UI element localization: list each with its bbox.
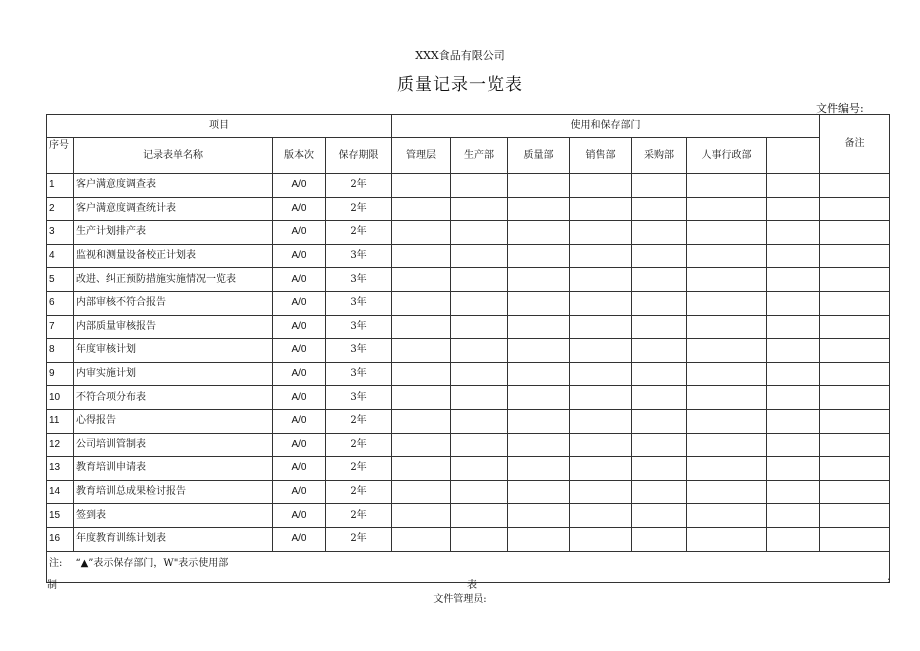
row-period: 2年 — [326, 174, 392, 198]
row-version: A/0 — [273, 386, 326, 410]
row-empty-cell — [820, 291, 890, 315]
row-version: A/0 — [273, 457, 326, 481]
row-empty-cell — [392, 244, 451, 268]
table-row — [47, 221, 890, 245]
dept-header: 管理层 — [392, 138, 451, 174]
row-seq: 7 — [47, 315, 74, 339]
row-record-name: 心得报告 — [74, 409, 273, 433]
row-empty-cell — [767, 291, 820, 315]
row-empty-cell — [570, 174, 632, 198]
row-period: 2年 — [326, 221, 392, 245]
row-empty-cell — [451, 268, 508, 292]
remark-header: 备注 — [820, 115, 890, 174]
row-empty-cell — [508, 457, 570, 481]
row-version: A/0 — [273, 339, 326, 363]
row-version: A/0 — [273, 268, 326, 292]
row-empty-cell — [632, 480, 687, 504]
row-empty-cell — [687, 433, 767, 457]
footer-table-label: 表 — [467, 580, 477, 591]
row-record-name: 内审实施计划 — [74, 362, 273, 386]
row-empty-cell — [632, 386, 687, 410]
row-empty-cell — [767, 244, 820, 268]
row-record-name: 公司培训管制表 — [74, 433, 273, 457]
row-period: 2年 — [326, 197, 392, 221]
row-empty-cell — [570, 362, 632, 386]
page-title: 质量记录一览表 — [397, 75, 523, 95]
row-empty-cell — [451, 339, 508, 363]
row-empty-cell — [767, 339, 820, 363]
row-empty-cell — [820, 409, 890, 433]
row-empty-cell — [392, 433, 451, 457]
row-empty-cell — [687, 362, 767, 386]
row-empty-cell — [767, 221, 820, 245]
row-seq: 8 — [47, 339, 74, 363]
table-row — [47, 174, 890, 198]
row-empty-cell — [820, 480, 890, 504]
row-empty-cell — [392, 457, 451, 481]
table-row — [47, 480, 890, 504]
note-text: “▲”表示保存部门，W"表示使用部 — [74, 551, 392, 582]
row-version: A/0 — [273, 291, 326, 315]
row-empty-cell — [632, 244, 687, 268]
row-empty-cell — [508, 339, 570, 363]
table-row — [47, 315, 890, 339]
row-period: 3年 — [326, 291, 392, 315]
row-period: 2年 — [326, 433, 392, 457]
row-empty-cell — [687, 174, 767, 198]
row-empty-cell — [687, 268, 767, 292]
row-version: A/0 — [273, 174, 326, 198]
row-version: A/0 — [273, 197, 326, 221]
row-empty-cell — [570, 221, 632, 245]
row-record-name: 生产计划排产表 — [74, 221, 273, 245]
row-empty-cell — [820, 221, 890, 245]
table-row — [47, 362, 890, 386]
row-empty-cell — [392, 197, 451, 221]
row-empty-cell — [632, 527, 687, 551]
row-empty-cell — [687, 386, 767, 410]
row-seq: 13 — [47, 457, 74, 481]
footer-colon: : — [887, 575, 891, 586]
period-header: 保存期限 — [326, 138, 392, 174]
row-period: 3年 — [326, 315, 392, 339]
dept-header-blank — [767, 138, 820, 174]
row-empty-cell — [508, 433, 570, 457]
row-empty-cell — [570, 315, 632, 339]
row-empty-cell — [570, 291, 632, 315]
row-empty-cell — [392, 339, 451, 363]
row-empty-cell — [687, 291, 767, 315]
dept-header: 采购部 — [632, 138, 687, 174]
row-record-name: 客户满意度调查表 — [74, 174, 273, 198]
row-empty-cell — [632, 268, 687, 292]
table-row — [47, 504, 890, 528]
row-empty-cell — [687, 197, 767, 221]
row-empty-cell — [570, 197, 632, 221]
row-record-name: 年度教育训练计划表 — [74, 527, 273, 551]
row-seq: 6 — [47, 291, 74, 315]
row-empty-cell — [820, 197, 890, 221]
row-seq: 4 — [47, 244, 74, 268]
row-empty-cell — [687, 504, 767, 528]
row-empty-cell — [508, 268, 570, 292]
row-empty-cell — [451, 457, 508, 481]
records-table — [46, 114, 890, 583]
row-period: 3年 — [326, 339, 392, 363]
row-empty-cell — [632, 433, 687, 457]
row-seq: 9 — [47, 362, 74, 386]
row-empty-cell — [687, 315, 767, 339]
row-empty-cell — [632, 409, 687, 433]
row-empty-cell — [820, 362, 890, 386]
seq-header: 序号 — [47, 138, 74, 174]
row-empty-cell — [767, 386, 820, 410]
row-empty-cell — [687, 527, 767, 551]
table-row — [47, 339, 890, 363]
row-empty-cell — [392, 527, 451, 551]
row-version: A/0 — [273, 527, 326, 551]
row-empty-cell — [392, 221, 451, 245]
row-empty-cell — [767, 174, 820, 198]
row-empty-cell — [451, 291, 508, 315]
row-empty-cell — [392, 268, 451, 292]
row-empty-cell — [570, 480, 632, 504]
row-empty-cell — [820, 457, 890, 481]
row-empty-cell — [570, 433, 632, 457]
row-empty-cell — [451, 244, 508, 268]
row-empty-cell — [570, 504, 632, 528]
row-seq: 15 — [47, 504, 74, 528]
row-empty-cell — [570, 527, 632, 551]
row-record-name: 内部审核不符合报告 — [74, 291, 273, 315]
table-row — [47, 433, 890, 457]
row-empty-cell — [820, 339, 890, 363]
dept-header: 销售部 — [570, 138, 632, 174]
row-version: A/0 — [273, 244, 326, 268]
row-empty-cell — [570, 409, 632, 433]
row-empty-cell — [820, 315, 890, 339]
row-seq: 3 — [47, 221, 74, 245]
dept-header: 生产部 — [451, 138, 508, 174]
row-empty-cell — [451, 221, 508, 245]
row-record-name: 教育培训申请表 — [74, 457, 273, 481]
dept-header: 质量部 — [508, 138, 570, 174]
row-record-name: 监视和测量设备校正计划表 — [74, 244, 273, 268]
row-seq: 16 — [47, 527, 74, 551]
row-seq: 14 — [47, 480, 74, 504]
row-empty-cell — [508, 315, 570, 339]
row-empty-cell — [570, 244, 632, 268]
table-row — [47, 457, 890, 481]
row-empty-cell — [508, 291, 570, 315]
version-header: 版本次 — [273, 138, 326, 174]
table-row — [47, 291, 890, 315]
row-empty-cell — [767, 433, 820, 457]
row-period: 2年 — [326, 457, 392, 481]
row-empty-cell — [820, 433, 890, 457]
row-empty-cell — [392, 174, 451, 198]
row-empty-cell — [392, 386, 451, 410]
row-empty-cell — [767, 197, 820, 221]
doc-number-label: 文件编号: — [816, 102, 864, 115]
row-seq: 1 — [47, 174, 74, 198]
row-empty-cell — [508, 527, 570, 551]
row-empty-cell — [451, 315, 508, 339]
dept-header: 人事行政部 — [687, 138, 767, 174]
row-empty-cell — [632, 291, 687, 315]
row-record-name: 不符合项分布表 — [74, 386, 273, 410]
footer-made-by: 制 — [47, 580, 57, 591]
company-name: XXX食品有限公司 — [415, 49, 505, 62]
row-empty-cell — [632, 504, 687, 528]
row-empty-cell — [451, 409, 508, 433]
row-empty-cell — [687, 457, 767, 481]
row-record-name: 改进、纠正预防措施实施情况一览表 — [74, 268, 273, 292]
row-period: 2年 — [326, 504, 392, 528]
row-version: A/0 — [273, 362, 326, 386]
row-empty-cell — [451, 174, 508, 198]
row-empty-cell — [508, 221, 570, 245]
row-empty-cell — [392, 480, 451, 504]
row-empty-cell — [508, 409, 570, 433]
row-version: A/0 — [273, 433, 326, 457]
row-empty-cell — [820, 527, 890, 551]
row-empty-cell — [392, 362, 451, 386]
row-version: A/0 — [273, 504, 326, 528]
row-empty-cell — [570, 457, 632, 481]
row-empty-cell — [767, 480, 820, 504]
table-row — [47, 386, 890, 410]
row-empty-cell — [451, 433, 508, 457]
row-seq: 10 — [47, 386, 74, 410]
row-period: 2年 — [326, 409, 392, 433]
row-empty-cell — [570, 339, 632, 363]
row-empty-cell — [508, 197, 570, 221]
table-row — [47, 244, 890, 268]
row-version: A/0 — [273, 221, 326, 245]
row-empty-cell — [392, 315, 451, 339]
row-record-name: 年度审核计划 — [74, 339, 273, 363]
row-empty-cell — [687, 480, 767, 504]
row-period: 3年 — [326, 268, 392, 292]
row-empty-cell — [508, 244, 570, 268]
row-period: 2年 — [326, 527, 392, 551]
row-empty-cell — [392, 409, 451, 433]
row-empty-cell — [451, 504, 508, 528]
row-empty-cell — [687, 221, 767, 245]
row-empty-cell — [632, 339, 687, 363]
row-version: A/0 — [273, 480, 326, 504]
row-empty-cell — [632, 174, 687, 198]
row-empty-cell — [767, 527, 820, 551]
row-empty-cell — [820, 268, 890, 292]
row-empty-cell — [767, 315, 820, 339]
row-period: 3年 — [326, 244, 392, 268]
table-row — [47, 527, 890, 551]
row-period: 2年 — [326, 480, 392, 504]
row-seq: 5 — [47, 268, 74, 292]
table-row — [47, 409, 890, 433]
row-empty-cell — [767, 457, 820, 481]
row-version: A/0 — [273, 409, 326, 433]
row-record-name: 签到表 — [74, 504, 273, 528]
row-empty-cell — [767, 362, 820, 386]
row-empty-cell — [767, 268, 820, 292]
group-project-header: 项目 — [47, 115, 392, 138]
header-row-groups — [47, 115, 890, 138]
row-empty-cell — [451, 197, 508, 221]
row-empty-cell — [632, 315, 687, 339]
name-header: 记录表单名称 — [74, 138, 273, 174]
row-empty-cell — [451, 362, 508, 386]
row-empty-cell — [767, 504, 820, 528]
row-record-name: 客户满意度调查统计表 — [74, 197, 273, 221]
row-period: 3年 — [326, 386, 392, 410]
row-empty-cell — [632, 197, 687, 221]
table-row — [47, 197, 890, 221]
footer-doc-manager: 文件管理员: — [433, 594, 487, 605]
header-row-columns — [47, 138, 890, 174]
row-empty-cell — [570, 268, 632, 292]
row-empty-cell — [392, 291, 451, 315]
row-empty-cell — [451, 386, 508, 410]
row-empty-cell — [570, 386, 632, 410]
table-row — [47, 268, 890, 292]
row-record-name: 内部质量审核报告 — [74, 315, 273, 339]
row-empty-cell — [767, 409, 820, 433]
row-empty-cell — [508, 386, 570, 410]
row-record-name: 教育培训总成果检讨报告 — [74, 480, 273, 504]
row-empty-cell — [820, 174, 890, 198]
row-empty-cell — [687, 244, 767, 268]
note-label: 注: — [47, 551, 74, 582]
row-empty-cell — [392, 504, 451, 528]
row-empty-cell — [508, 362, 570, 386]
row-empty-cell — [508, 480, 570, 504]
row-empty-cell — [687, 409, 767, 433]
row-empty-cell — [820, 244, 890, 268]
row-empty-cell — [451, 527, 508, 551]
row-seq: 12 — [47, 433, 74, 457]
row-empty-cell — [820, 386, 890, 410]
row-empty-cell — [687, 339, 767, 363]
row-empty-cell — [451, 480, 508, 504]
row-empty-cell — [632, 221, 687, 245]
row-seq: 11 — [47, 409, 74, 433]
row-empty-cell — [632, 362, 687, 386]
row-empty-cell — [632, 457, 687, 481]
row-empty-cell — [820, 504, 890, 528]
row-seq: 2 — [47, 197, 74, 221]
row-version: A/0 — [273, 315, 326, 339]
row-period: 3年 — [326, 362, 392, 386]
row-empty-cell — [508, 174, 570, 198]
group-usage-header: 使用和保存部门 — [392, 115, 820, 138]
row-empty-cell — [508, 504, 570, 528]
